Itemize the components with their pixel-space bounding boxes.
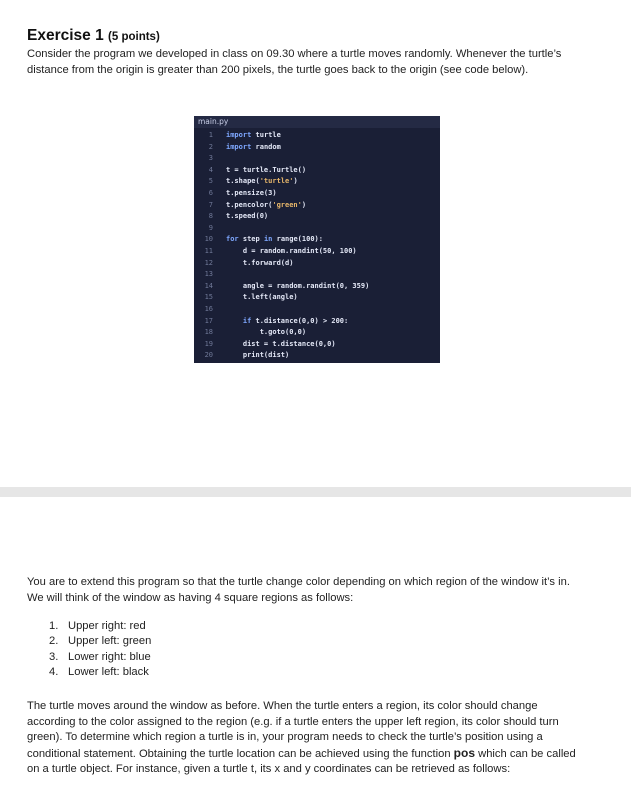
code-line (194, 246, 440, 258)
line-number: 13 (204, 270, 213, 279)
code-text: angle = random.randint(0, 359) (226, 281, 370, 290)
line-number: 4 (208, 165, 213, 174)
code-lines (194, 130, 440, 362)
code-line (194, 176, 440, 188)
line-number: 2 (208, 142, 213, 151)
details-paragraph (27, 699, 587, 778)
code-text: t.left(angle) (226, 293, 298, 302)
code-line (194, 130, 440, 142)
region-text: Lower right: blue (68, 650, 151, 663)
code-text: for step in range(100): (226, 235, 323, 244)
code-line (194, 153, 440, 165)
region-list-item (49, 619, 151, 634)
exercise-points: (5 points) (108, 31, 160, 43)
code-text: print(dist) (226, 351, 290, 360)
editor-filename: main.py (198, 117, 229, 126)
code-line (194, 165, 440, 177)
line-number: 16 (204, 304, 213, 313)
line-number: 10 (204, 235, 213, 244)
code-line (194, 142, 440, 154)
page-separator (0, 487, 631, 497)
code-line (194, 188, 440, 200)
code-line (194, 234, 440, 246)
code-text: if t.distance(0,0) > 200: (242, 316, 349, 325)
line-number: 5 (208, 177, 213, 186)
list-number: 4. (49, 666, 59, 679)
list-number: 3. (49, 650, 59, 663)
line-number: 15 (204, 293, 213, 302)
line-number: 14 (204, 281, 213, 290)
code-text: t.goto(0,0) (226, 328, 307, 337)
line-number: 7 (208, 200, 213, 209)
code-text: t.shape('turtle') (226, 177, 298, 186)
region-list-item (49, 665, 151, 680)
code-line (194, 327, 440, 339)
line-number: 12 (204, 258, 213, 267)
code-line (194, 339, 440, 351)
line-number: 6 (208, 188, 213, 197)
exercise-heading (27, 27, 160, 45)
code-text: dist = t.distance(0,0) (226, 339, 336, 348)
region-color-list (49, 619, 151, 681)
code-line (194, 200, 440, 212)
region-text: Upper left: green (68, 635, 152, 648)
code-text: d = random.randint(50, 100) (226, 246, 357, 255)
code-text: t.speed(0) (226, 212, 269, 221)
line-number: 11 (204, 246, 213, 255)
region-text: Upper right: red (68, 620, 146, 632)
exercise-title: Exercise 1 (27, 27, 104, 44)
code-line (194, 350, 440, 362)
region-list-item (49, 650, 151, 665)
code-line (194, 258, 440, 270)
line-number: 17 (204, 316, 213, 325)
region-list-item (49, 634, 151, 649)
line-number: 20 (204, 351, 213, 360)
code-text: t.pencolor('green') (226, 200, 307, 209)
code-line (194, 211, 440, 223)
code-text: t = turtle.Turtle() (226, 165, 307, 174)
details-text-after: which can be called on a turtle object. For instance, given a turtle t, its x and y coordinates can be retrieved as follows: (27, 747, 576, 775)
code-editor-screenshot (194, 116, 440, 363)
editor-tab (194, 116, 440, 128)
region-text: Lower left: black (68, 666, 149, 679)
line-number: 8 (208, 212, 213, 221)
line-number: 19 (204, 339, 213, 348)
pos-function-name: pos (453, 745, 475, 760)
extension-paragraph: You are to extend this program so that the turtle change color depending on which region of the window it’s in. We will think of the window as having 4 square regions as follows: (27, 576, 570, 604)
code-line (194, 223, 440, 235)
list-number: 2. (49, 635, 59, 648)
intro-paragraph: Consider the program we developed in class on 09.30 where a turtle moves randomly. Whenever the turtle’s distance from the origin is greater than 200 pixels, the turtle goes back to the origin (see code below). (27, 48, 562, 76)
code-line (194, 292, 440, 304)
code-text: import turtle (226, 131, 281, 139)
line-number: 1 (208, 131, 213, 139)
details-text-before: The turtle moves around the window as before. When the turtle enters a region, its color should change according to the color assigned to the region (e.g. if a turtle enters the upper left region, its color should turn green). To determine which region a turtle is in, your program needs to check the turtle’s position using a conditional statement. Obtaining the turtle location can be achieved using the function (27, 700, 559, 760)
line-number: 3 (208, 154, 213, 163)
code-line (194, 281, 440, 293)
line-number: 18 (204, 328, 213, 337)
code-line (194, 304, 440, 316)
code-line (194, 269, 440, 281)
code-line (194, 316, 440, 328)
code-text: t.forward(d) (226, 258, 294, 267)
line-number: 9 (208, 223, 213, 232)
code-text: t.pensize(3) (226, 188, 277, 197)
code-text: import random (226, 142, 281, 151)
list-number: 1. (49, 620, 59, 632)
